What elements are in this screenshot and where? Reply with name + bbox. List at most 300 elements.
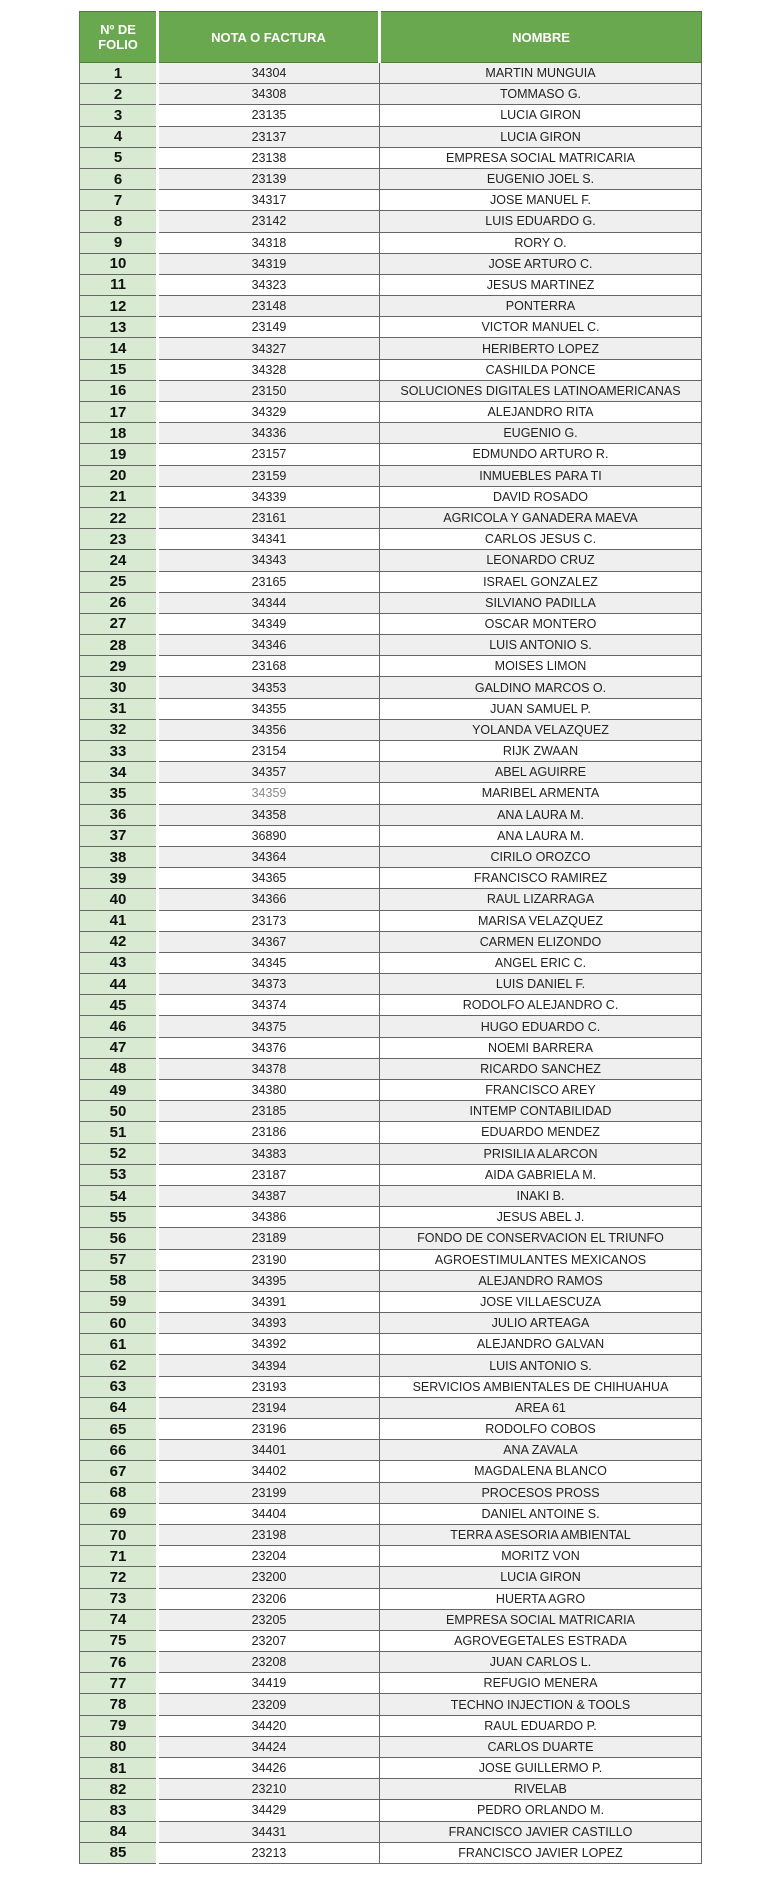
nombre-cell: JUAN SAMUEL P.	[380, 698, 702, 719]
table-row	[80, 1736, 702, 1757]
nota-cell: 34419	[158, 1673, 380, 1694]
folio-cell: 51	[80, 1122, 158, 1143]
nota-cell: 23189	[158, 1228, 380, 1249]
nota-cell: 23157	[158, 444, 380, 465]
table-row	[80, 677, 702, 698]
nombre-cell: JULIO ARTEAGA	[380, 1313, 702, 1334]
table-row	[80, 274, 702, 295]
folio-cell: 7	[80, 190, 158, 211]
table-row	[80, 1630, 702, 1651]
folio-cell: 2	[80, 84, 158, 105]
table-row	[80, 1164, 702, 1185]
folio-cell: 45	[80, 995, 158, 1016]
nombre-cell: DANIEL ANTOINE S.	[380, 1503, 702, 1524]
table-row	[80, 1397, 702, 1418]
nota-cell: 34319	[158, 253, 380, 274]
folio-cell: 77	[80, 1673, 158, 1694]
table-row	[80, 1461, 702, 1482]
nombre-cell: LUCIA GIRON	[380, 1567, 702, 1588]
nombre-cell: EMPRESA SOCIAL MATRICARIA	[380, 1609, 702, 1630]
nota-cell: 23142	[158, 211, 380, 232]
nombre-cell: MOISES LIMON	[380, 656, 702, 677]
nota-cell: 23207	[158, 1630, 380, 1651]
folio-cell: 62	[80, 1355, 158, 1376]
table-row	[80, 1249, 702, 1270]
table-row	[80, 1313, 702, 1334]
table-row	[80, 1842, 702, 1863]
folio-cell: 41	[80, 910, 158, 931]
nombre-cell: FRANCISCO RAMIREZ	[380, 868, 702, 889]
nombre-cell: EMPRESA SOCIAL MATRICARIA	[380, 147, 702, 168]
table-row	[80, 84, 702, 105]
nombre-cell: VICTOR MANUEL C.	[380, 317, 702, 338]
folio-cell: 8	[80, 211, 158, 232]
folio-cell: 53	[80, 1164, 158, 1185]
folio-cell: 24	[80, 550, 158, 571]
folio-cell: 59	[80, 1291, 158, 1312]
nombre-cell: RAUL EDUARDO P.	[380, 1715, 702, 1736]
folio-cell: 72	[80, 1567, 158, 1588]
folio-cell: 20	[80, 465, 158, 486]
nombre-cell: MARTIN MUNGUIA	[380, 63, 702, 84]
nota-cell: 34359	[158, 783, 380, 804]
folio-table	[79, 11, 702, 1864]
table-row	[80, 1800, 702, 1821]
nombre-cell: NOEMI BARRERA	[380, 1037, 702, 1058]
table-row	[80, 1122, 702, 1143]
folio-cell: 81	[80, 1758, 158, 1779]
nombre-cell: JOSE ARTURO C.	[380, 253, 702, 274]
nombre-cell: LUIS ANTONIO S.	[380, 1355, 702, 1376]
nota-cell: 34329	[158, 402, 380, 423]
nombre-cell: ALEJANDRO RAMOS	[380, 1270, 702, 1291]
nota-cell: 34364	[158, 846, 380, 867]
nombre-cell: FRANCISCO JAVIER LOPEZ	[380, 1842, 702, 1863]
folio-cell: 19	[80, 444, 158, 465]
nota-cell: 34431	[158, 1821, 380, 1842]
nombre-cell: ALEJANDRO RITA	[380, 402, 702, 423]
nombre-cell: LUCIA GIRON	[380, 105, 702, 126]
nombre-cell: ALEJANDRO GALVAN	[380, 1334, 702, 1355]
nombre-cell: EUGENIO JOEL S.	[380, 168, 702, 189]
nota-cell: 34386	[158, 1207, 380, 1228]
folio-cell: 44	[80, 974, 158, 995]
nombre-cell: RODOLFO ALEJANDRO C.	[380, 995, 702, 1016]
nota-cell: 34346	[158, 635, 380, 656]
folio-cell: 37	[80, 825, 158, 846]
folio-cell: 75	[80, 1630, 158, 1651]
folio-cell: 25	[80, 571, 158, 592]
nota-cell: 34356	[158, 719, 380, 740]
nombre-cell: REFUGIO MENERA	[380, 1673, 702, 1694]
folio-cell: 14	[80, 338, 158, 359]
nombre-cell: RORY O.	[380, 232, 702, 253]
nombre-cell: LUIS DANIEL F.	[380, 974, 702, 995]
table-row	[80, 1758, 702, 1779]
folio-cell: 40	[80, 889, 158, 910]
nombre-cell: FONDO DE CONSERVACION EL TRIUNFO	[380, 1228, 702, 1249]
nota-cell: 34401	[158, 1440, 380, 1461]
nota-cell: 23186	[158, 1122, 380, 1143]
folio-cell: 46	[80, 1016, 158, 1037]
folio-cell: 36	[80, 804, 158, 825]
nota-cell: 34308	[158, 84, 380, 105]
nombre-cell: ABEL AGUIRRE	[380, 762, 702, 783]
folio-cell: 61	[80, 1334, 158, 1355]
nota-cell: 34353	[158, 677, 380, 698]
nota-cell: 34343	[158, 550, 380, 571]
table-row	[80, 444, 702, 465]
folio-cell: 82	[80, 1779, 158, 1800]
nombre-cell: SOLUCIONES DIGITALES LATINOAMERICANAS	[380, 380, 702, 401]
nota-cell: 34339	[158, 486, 380, 507]
nombre-cell: LUCIA GIRON	[380, 126, 702, 147]
nota-cell: 34376	[158, 1037, 380, 1058]
table-row	[80, 1185, 702, 1206]
table-row	[80, 1440, 702, 1461]
header-folio: Nº DE FOLIO	[80, 12, 158, 63]
table-row	[80, 974, 702, 995]
folio-cell: 71	[80, 1546, 158, 1567]
table-row	[80, 232, 702, 253]
nota-cell: 23168	[158, 656, 380, 677]
table-row	[80, 952, 702, 973]
nota-cell: 23139	[158, 168, 380, 189]
folio-cell: 30	[80, 677, 158, 698]
folio-table-container	[79, 11, 701, 1864]
folio-cell: 35	[80, 783, 158, 804]
table-row	[80, 1016, 702, 1037]
table-row	[80, 507, 702, 528]
nota-cell: 34336	[158, 423, 380, 444]
nota-cell: 23213	[158, 1842, 380, 1863]
nombre-cell: EUGENIO G.	[380, 423, 702, 444]
folio-cell: 54	[80, 1185, 158, 1206]
folio-cell: 13	[80, 317, 158, 338]
folio-cell: 38	[80, 846, 158, 867]
folio-cell: 80	[80, 1736, 158, 1757]
nombre-cell: AREA 61	[380, 1397, 702, 1418]
table-row	[80, 1037, 702, 1058]
nombre-cell: AGROESTIMULANTES MEXICANOS	[380, 1249, 702, 1270]
nota-cell: 23150	[158, 380, 380, 401]
table-row	[80, 1228, 702, 1249]
nota-cell: 23198	[158, 1524, 380, 1545]
table-row	[80, 1673, 702, 1694]
table-row	[80, 1143, 702, 1164]
table-row	[80, 1694, 702, 1715]
nombre-cell: LUIS EDUARDO G.	[380, 211, 702, 232]
table-row	[80, 1715, 702, 1736]
folio-cell: 47	[80, 1037, 158, 1058]
nota-cell: 34383	[158, 1143, 380, 1164]
nombre-cell: AIDA GABRIELA M.	[380, 1164, 702, 1185]
folio-cell: 64	[80, 1397, 158, 1418]
folio-cell: 50	[80, 1101, 158, 1122]
table-row	[80, 1546, 702, 1567]
folio-cell: 63	[80, 1376, 158, 1397]
nota-cell: 34380	[158, 1080, 380, 1101]
folio-cell: 83	[80, 1800, 158, 1821]
nombre-cell: EDUARDO MENDEZ	[380, 1122, 702, 1143]
table-row	[80, 1503, 702, 1524]
folio-cell: 67	[80, 1461, 158, 1482]
nombre-cell: FRANCISCO JAVIER CASTILLO	[380, 1821, 702, 1842]
nombre-cell: GALDINO MARCOS O.	[380, 677, 702, 698]
nombre-cell: CARMEN ELIZONDO	[380, 931, 702, 952]
folio-cell: 15	[80, 359, 158, 380]
folio-cell: 34	[80, 762, 158, 783]
folio-cell: 74	[80, 1609, 158, 1630]
nombre-cell: PEDRO ORLANDO M.	[380, 1800, 702, 1821]
nombre-cell: JOSE VILLAESCUZA	[380, 1291, 702, 1312]
folio-cell: 1	[80, 63, 158, 84]
nota-cell: 23190	[158, 1249, 380, 1270]
nota-cell: 34404	[158, 1503, 380, 1524]
table-row	[80, 63, 702, 84]
nota-cell: 23205	[158, 1609, 380, 1630]
nota-cell: 34345	[158, 952, 380, 973]
table-row	[80, 402, 702, 423]
table-row	[80, 635, 702, 656]
table-row	[80, 995, 702, 1016]
nota-cell: 34367	[158, 931, 380, 952]
folio-cell: 57	[80, 1249, 158, 1270]
folio-cell: 79	[80, 1715, 158, 1736]
nombre-cell: JOSE GUILLERMO P.	[380, 1758, 702, 1779]
nota-cell: 34304	[158, 63, 380, 84]
folio-cell: 28	[80, 635, 158, 656]
table-row	[80, 296, 702, 317]
folio-cell: 21	[80, 486, 158, 507]
nota-cell: 34394	[158, 1355, 380, 1376]
nombre-cell: HUGO EDUARDO C.	[380, 1016, 702, 1037]
table-row	[80, 1270, 702, 1291]
table-row	[80, 783, 702, 804]
folio-cell: 27	[80, 613, 158, 634]
nota-cell: 34429	[158, 1800, 380, 1821]
table-row	[80, 1080, 702, 1101]
nombre-cell: MARISA VELAZQUEZ	[380, 910, 702, 931]
nota-cell: 23206	[158, 1588, 380, 1609]
nombre-cell: CIRILO OROZCO	[380, 846, 702, 867]
table-row	[80, 126, 702, 147]
table-row	[80, 1058, 702, 1079]
nota-cell: 34355	[158, 698, 380, 719]
nota-cell: 34402	[158, 1461, 380, 1482]
table-row	[80, 571, 702, 592]
table-row	[80, 380, 702, 401]
nota-cell: 34391	[158, 1291, 380, 1312]
table-row	[80, 1419, 702, 1440]
folio-cell: 55	[80, 1207, 158, 1228]
nombre-cell: RICARDO SANCHEZ	[380, 1058, 702, 1079]
table-row	[80, 465, 702, 486]
folio-cell: 42	[80, 931, 158, 952]
nota-cell: 23148	[158, 296, 380, 317]
folio-cell: 66	[80, 1440, 158, 1461]
nota-cell: 23154	[158, 741, 380, 762]
folio-cell: 33	[80, 741, 158, 762]
nombre-cell: HUERTA AGRO	[380, 1588, 702, 1609]
nombre-cell: ANGEL ERIC C.	[380, 952, 702, 973]
header-row	[80, 12, 702, 63]
table-row	[80, 656, 702, 677]
nota-cell: 34318	[158, 232, 380, 253]
nombre-cell: LEONARDO CRUZ	[380, 550, 702, 571]
nota-cell: 23199	[158, 1482, 380, 1503]
table-row	[80, 741, 702, 762]
table-row	[80, 1482, 702, 1503]
nota-cell: 23159	[158, 465, 380, 486]
nota-cell: 23208	[158, 1652, 380, 1673]
folio-cell: 69	[80, 1503, 158, 1524]
nota-cell: 23149	[158, 317, 380, 338]
nota-cell: 23138	[158, 147, 380, 168]
table-row	[80, 1779, 702, 1800]
nota-cell: 23210	[158, 1779, 380, 1800]
nombre-cell: HERIBERTO LOPEZ	[380, 338, 702, 359]
nota-cell: 34341	[158, 529, 380, 550]
table-row	[80, 1588, 702, 1609]
folio-cell: 23	[80, 529, 158, 550]
nota-cell: 34328	[158, 359, 380, 380]
folio-cell: 85	[80, 1842, 158, 1863]
table-row	[80, 1821, 702, 1842]
nombre-cell: PONTERRA	[380, 296, 702, 317]
folio-cell: 22	[80, 507, 158, 528]
nota-cell: 34365	[158, 868, 380, 889]
nota-cell: 34374	[158, 995, 380, 1016]
table-header	[80, 12, 702, 63]
table-row	[80, 1334, 702, 1355]
nombre-cell: ANA LAURA M.	[380, 825, 702, 846]
nombre-cell: AGRICOLA Y GANADERA MAEVA	[380, 507, 702, 528]
folio-cell: 31	[80, 698, 158, 719]
table-row	[80, 825, 702, 846]
folio-cell: 39	[80, 868, 158, 889]
nota-cell: 34392	[158, 1334, 380, 1355]
nombre-cell: TOMMASO G.	[380, 84, 702, 105]
table-row	[80, 211, 702, 232]
nota-cell: 23137	[158, 126, 380, 147]
nombre-cell: RODOLFO COBOS	[380, 1419, 702, 1440]
nombre-cell: RIVELAB	[380, 1779, 702, 1800]
nota-cell: 23135	[158, 105, 380, 126]
nota-cell: 34375	[158, 1016, 380, 1037]
table-row	[80, 147, 702, 168]
nota-cell: 34395	[158, 1270, 380, 1291]
nombre-cell: RIJK ZWAAN	[380, 741, 702, 762]
nota-cell: 23173	[158, 910, 380, 931]
nota-cell: 34420	[158, 1715, 380, 1736]
table-row	[80, 910, 702, 931]
nombre-cell: CASHILDA PONCE	[380, 359, 702, 380]
folio-cell: 16	[80, 380, 158, 401]
nombre-cell: CARLOS DUARTE	[380, 1736, 702, 1757]
folio-cell: 5	[80, 147, 158, 168]
nota-cell: 34393	[158, 1313, 380, 1334]
nota-cell: 23194	[158, 1397, 380, 1418]
table-row	[80, 804, 702, 825]
table-row	[80, 1207, 702, 1228]
nota-cell: 34323	[158, 274, 380, 295]
folio-cell: 48	[80, 1058, 158, 1079]
nombre-cell: JESUS MARTINEZ	[380, 274, 702, 295]
table-row	[80, 1291, 702, 1312]
nota-cell: 34358	[158, 804, 380, 825]
nombre-cell: JOSE MANUEL F.	[380, 190, 702, 211]
nota-cell: 23204	[158, 1546, 380, 1567]
nota-cell: 23200	[158, 1567, 380, 1588]
nombre-cell: RAUL LIZARRAGA	[380, 889, 702, 910]
nombre-cell: INAKI B.	[380, 1185, 702, 1206]
nota-cell: 34317	[158, 190, 380, 211]
nombre-cell: PROCESOS PROSS	[380, 1482, 702, 1503]
table-row	[80, 105, 702, 126]
nombre-cell: YOLANDA VELAZQUEZ	[380, 719, 702, 740]
table-row	[80, 423, 702, 444]
folio-cell: 29	[80, 656, 158, 677]
nota-cell: 36890	[158, 825, 380, 846]
nombre-cell: FRANCISCO AREY	[380, 1080, 702, 1101]
nota-cell: 34327	[158, 338, 380, 359]
nota-cell: 23161	[158, 507, 380, 528]
folio-cell: 56	[80, 1228, 158, 1249]
nota-cell: 23209	[158, 1694, 380, 1715]
folio-cell: 52	[80, 1143, 158, 1164]
nota-cell: 34344	[158, 592, 380, 613]
folio-cell: 70	[80, 1524, 158, 1545]
nombre-cell: SILVIANO PADILLA	[380, 592, 702, 613]
folio-cell: 9	[80, 232, 158, 253]
nombre-cell: PRISILIA ALARCON	[380, 1143, 702, 1164]
nota-cell: 34366	[158, 889, 380, 910]
table-row	[80, 1567, 702, 1588]
table-row	[80, 889, 702, 910]
folio-cell: 58	[80, 1270, 158, 1291]
table-row	[80, 1376, 702, 1397]
table-row	[80, 529, 702, 550]
table-row	[80, 1609, 702, 1630]
nota-cell: 23196	[158, 1419, 380, 1440]
nombre-cell: CARLOS JESUS C.	[380, 529, 702, 550]
table-row	[80, 931, 702, 952]
table-row	[80, 1524, 702, 1545]
table-row	[80, 359, 702, 380]
nota-cell: 34373	[158, 974, 380, 995]
folio-cell: 10	[80, 253, 158, 274]
nombre-cell: MARIBEL ARMENTA	[380, 783, 702, 804]
folio-cell: 43	[80, 952, 158, 973]
nota-cell: 23185	[158, 1101, 380, 1122]
folio-cell: 26	[80, 592, 158, 613]
folio-cell: 18	[80, 423, 158, 444]
table-row	[80, 719, 702, 740]
table-row	[80, 253, 702, 274]
nombre-cell: ANA ZAVALA	[380, 1440, 702, 1461]
table-row	[80, 1101, 702, 1122]
table-row	[80, 698, 702, 719]
nota-cell: 34357	[158, 762, 380, 783]
nombre-cell: TECHNO INJECTION & TOOLS	[380, 1694, 702, 1715]
folio-cell: 84	[80, 1821, 158, 1842]
nombre-cell: MAGDALENA BLANCO	[380, 1461, 702, 1482]
table-row	[80, 1652, 702, 1673]
folio-cell: 3	[80, 105, 158, 126]
nombre-cell: INTEMP CONTABILIDAD	[380, 1101, 702, 1122]
nota-cell: 34387	[158, 1185, 380, 1206]
